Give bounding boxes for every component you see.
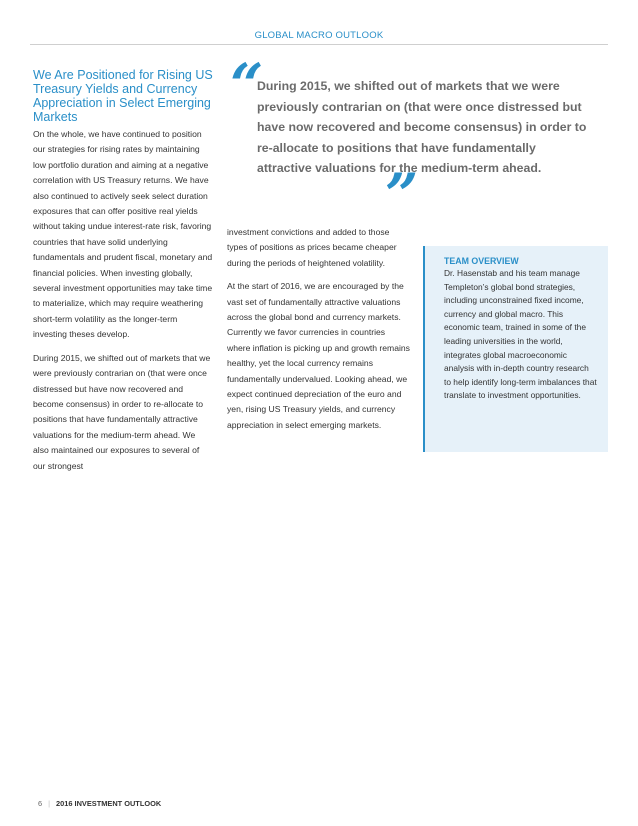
- body-paragraph: On the whole, we have continued to position our strategies for rising rates by maintaining low portfolio duration and aiming at a negative correlation with US Treasury returns. We have also continued to actively seek select duration exposures that can offer positive real yields without taking undue interest-rate risk, favoring countries that have solid underlying fundamentals and prudent fiscal, monetary and financial policies. When investing globally, several investment opportunities may take time to materialize, which may require weathering short-term volatility as the longer-term investing theses develop.: [33, 129, 213, 340]
- team-overview-body: Dr. Hasenstab and his team manage Templeton’s global bond strategies, including unconstrained fixed income, currency and global macro. This economic team, trained in some of the leading universities in the world, integrates global macroeconomic analysis with in-depth country research to help identify long-term imbalances that translate to investment opportunities.: [444, 268, 597, 401]
- left-column: [33, 68, 213, 482]
- body-paragraph: During 2015, we shifted out of markets that we were previously contrarian on (that were once distressed but have now recovered and become consensus) in order to re-allocate to positions that have fundamentally attractive valuations for the medium-term ahead. We also maintained our exposures to several of our strongest: [33, 352, 211, 471]
- middle-column: [227, 225, 410, 441]
- close-quote-mark: ”: [385, 161, 419, 229]
- section-heading: We Are Positioned for Rising US Treasury Yields and Currency Appreciation in Select Emerging Markets: [33, 68, 213, 124]
- open-quote-mark: “: [230, 51, 264, 119]
- page-number: 6: [38, 799, 43, 808]
- body-paragraph: At the start of 2016, we are encouraged by the vast set of fundamentally attractive valuations across the global bond and currency markets. Currently we favor currencies in countries where inflation is picking up and growth remains healthy, yet the local currency remains fundamentally undervalued. Looking ahead, we expect continued depreciation of the euro and yen, rising US Treasury yields, and currency appreciation in select emerging markets.: [227, 281, 410, 430]
- footer-separator: |: [48, 799, 51, 808]
- running-header: GLOBAL MACRO OUTLOOK: [254, 30, 384, 41]
- body-paragraph: investment convictions and added to those types of positions as prices became cheaper during the periods of heightened volatility.: [227, 227, 397, 268]
- pull-quote: [230, 51, 610, 229]
- page-footer: [38, 799, 161, 808]
- footer-title: 2016 INVESTMENT OUTLOOK: [56, 799, 162, 808]
- pull-quote-text: During 2015, we shifted out of markets that we were previously contrarian on (that were once distressed but have now recovered and become consensus) in order to re-allocate to positions that have fundamentally attractive valuations for the medium-term ahead.: [257, 79, 587, 175]
- team-overview-sidebar: [423, 246, 608, 452]
- team-overview-title: TEAM OVERVIEW: [444, 256, 519, 266]
- header-divider: [30, 44, 608, 45]
